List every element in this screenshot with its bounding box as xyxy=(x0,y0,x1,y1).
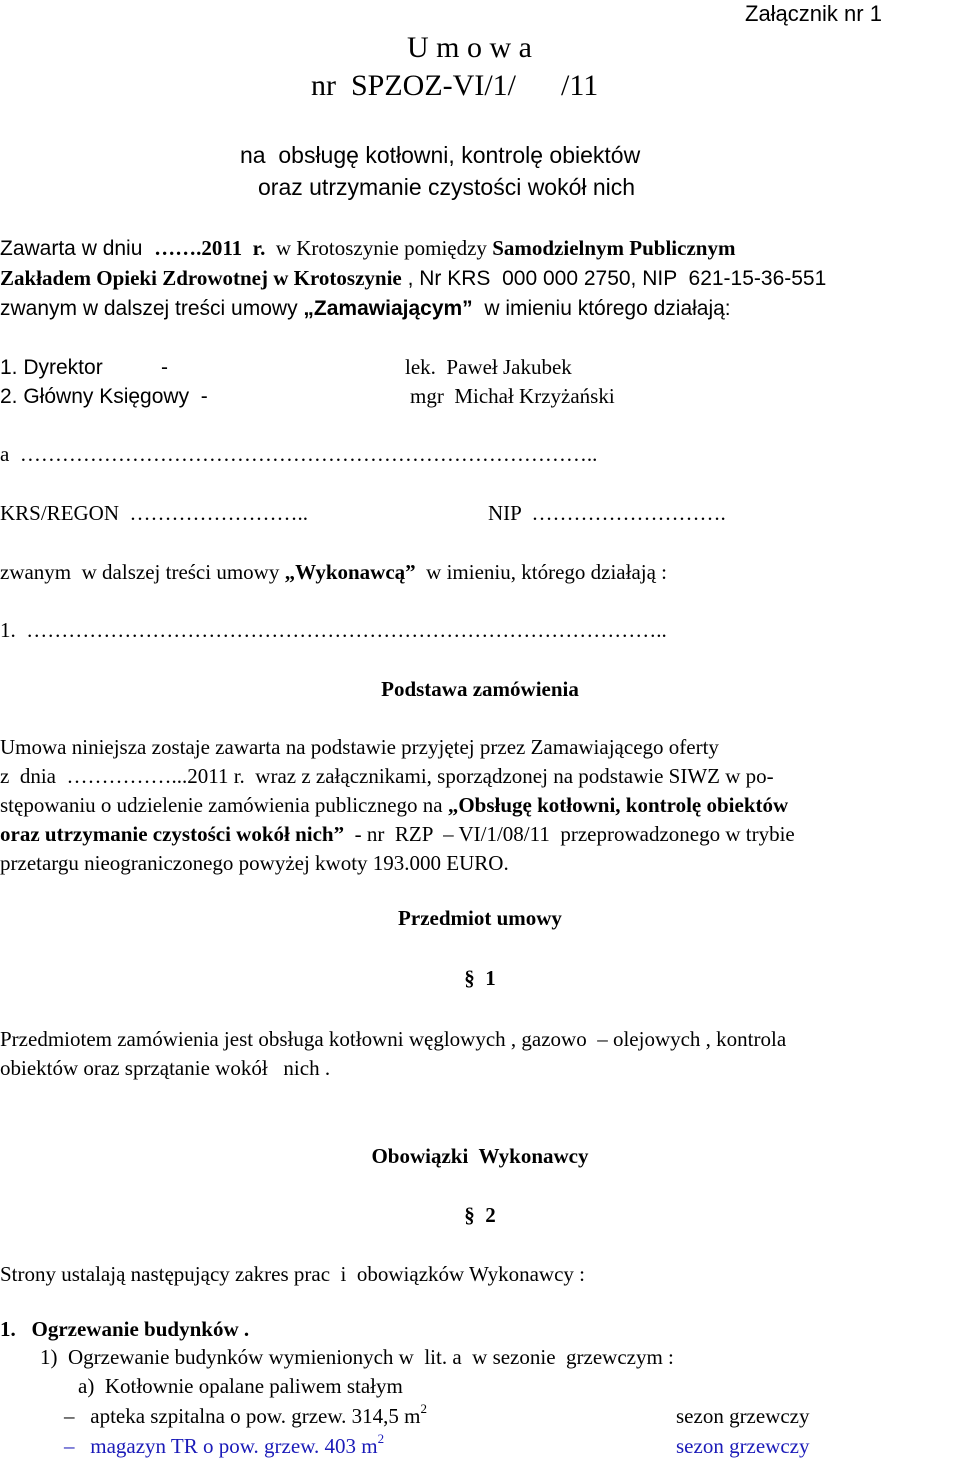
heading-duties: Obowiązki Wykonawcy xyxy=(371,1144,589,1168)
contractor-krs-regon: KRS/REGON …………………….. xyxy=(0,501,309,525)
heading-basis: Podstawa zamówienia xyxy=(381,677,579,701)
paragraph-mark-1: § 1 xyxy=(464,966,496,990)
basis-line-5: przetargu nieograniczonego powyżej kwoty 193.000 EURO. xyxy=(0,851,509,875)
duty-item-1: 1. Ogrzewanie budynków . xyxy=(0,1317,250,1341)
duty-item-1-1-a: a) Kotłownie opalane paliwem stałym xyxy=(78,1374,403,1398)
duty-item-1-1: 1) Ogrzewanie budynków wymienionych w lit. a w sezonie grzewczym : xyxy=(40,1345,674,1369)
document-subtitle-2: oraz utrzymanie czystości wokół nich xyxy=(258,174,636,200)
document-number: nr SPZOZ-VI/1/ /11 xyxy=(311,69,599,102)
representative-1-name: lek. Paweł Jakubek xyxy=(405,355,572,379)
subject-line-1: Przedmiotem zamówienia jest obsługa kotłowni węglowych , gazowo – olejowych , kontrola xyxy=(0,1027,787,1051)
representative-1-role: 1. Dyrektor - xyxy=(0,356,169,379)
contractor-representative-blank: 1. ……………………………………………………………………………….. xyxy=(0,618,667,642)
document-title: U m o w a xyxy=(407,31,532,64)
document-subtitle-1: na obsługę kotłowni, kontrolę obiektów xyxy=(240,142,641,168)
contractor-line: zwanym w dalszej treści umowy „Wykonawcą” w imieniu, którego działają : xyxy=(0,560,668,584)
parties-line-1: Zawarta w dniu …….2011 r. w Krotoszynie pomiędzy Samodzielnym Publicznym xyxy=(0,236,736,260)
attachment-label: Załącznik nr 1 xyxy=(745,1,882,26)
facility-row-2-season: sezon grzewczy xyxy=(676,1434,810,1458)
heading-subject: Przedmiot umowy xyxy=(398,906,562,930)
representative-2-name: mgr Michał Krzyżański xyxy=(410,384,615,408)
basis-line-3: stępowaniu o udzielenie zamówienia publicznego na „Obsługę kotłowni, kontrolę obiektów xyxy=(0,793,789,817)
contractor-name-blank: a ……………………………………………………………………….. xyxy=(0,442,598,466)
facility-row-1: – apteka szpitalna o pow. grzew. 314,5 $m^2$ xyxy=(64,1401,428,1428)
paragraph-mark-2: § 2 xyxy=(464,1203,496,1227)
basis-line-4: oraz utrzymanie czystości wokół nich” - nr RZP – VI/1/08/11 przeprowadzonego w trybie xyxy=(0,822,795,846)
facility-row-2: – magazyn TR o pow. grzew. 403 $m^2$ xyxy=(64,1431,385,1458)
parties-line-2: Zakładem Opieki Zdrowotnej w Krotoszynie , Nr KRS 000 000 2750, NIP 621-15-36-551 xyxy=(0,266,827,290)
representative-2-role: 2. Główny Księgowy - xyxy=(0,385,208,408)
facility-row-1-season: sezon grzewczy xyxy=(676,1404,810,1428)
contractor-nip: NIP ………………………. xyxy=(488,501,726,525)
parties-line-3: zwanym w dalszej treści umowy „Zamawiającym” w imieniu którego działają: xyxy=(0,297,731,320)
basis-line-2: z dnia ……………...2011 r. wraz z załącznikami, sporządzonej na podstawie SIWZ w po- xyxy=(0,764,774,788)
duties-intro: Strony ustalają następujący zakres prac i obowiązków Wykonawcy : xyxy=(0,1262,585,1286)
subject-line-2: obiektów oraz sprzątanie wokół nich . xyxy=(0,1056,331,1080)
basis-line-1: Umowa niniejsza zostaje zawarta na podstawie przyjętej przez Zamawiającego oferty xyxy=(0,735,719,759)
